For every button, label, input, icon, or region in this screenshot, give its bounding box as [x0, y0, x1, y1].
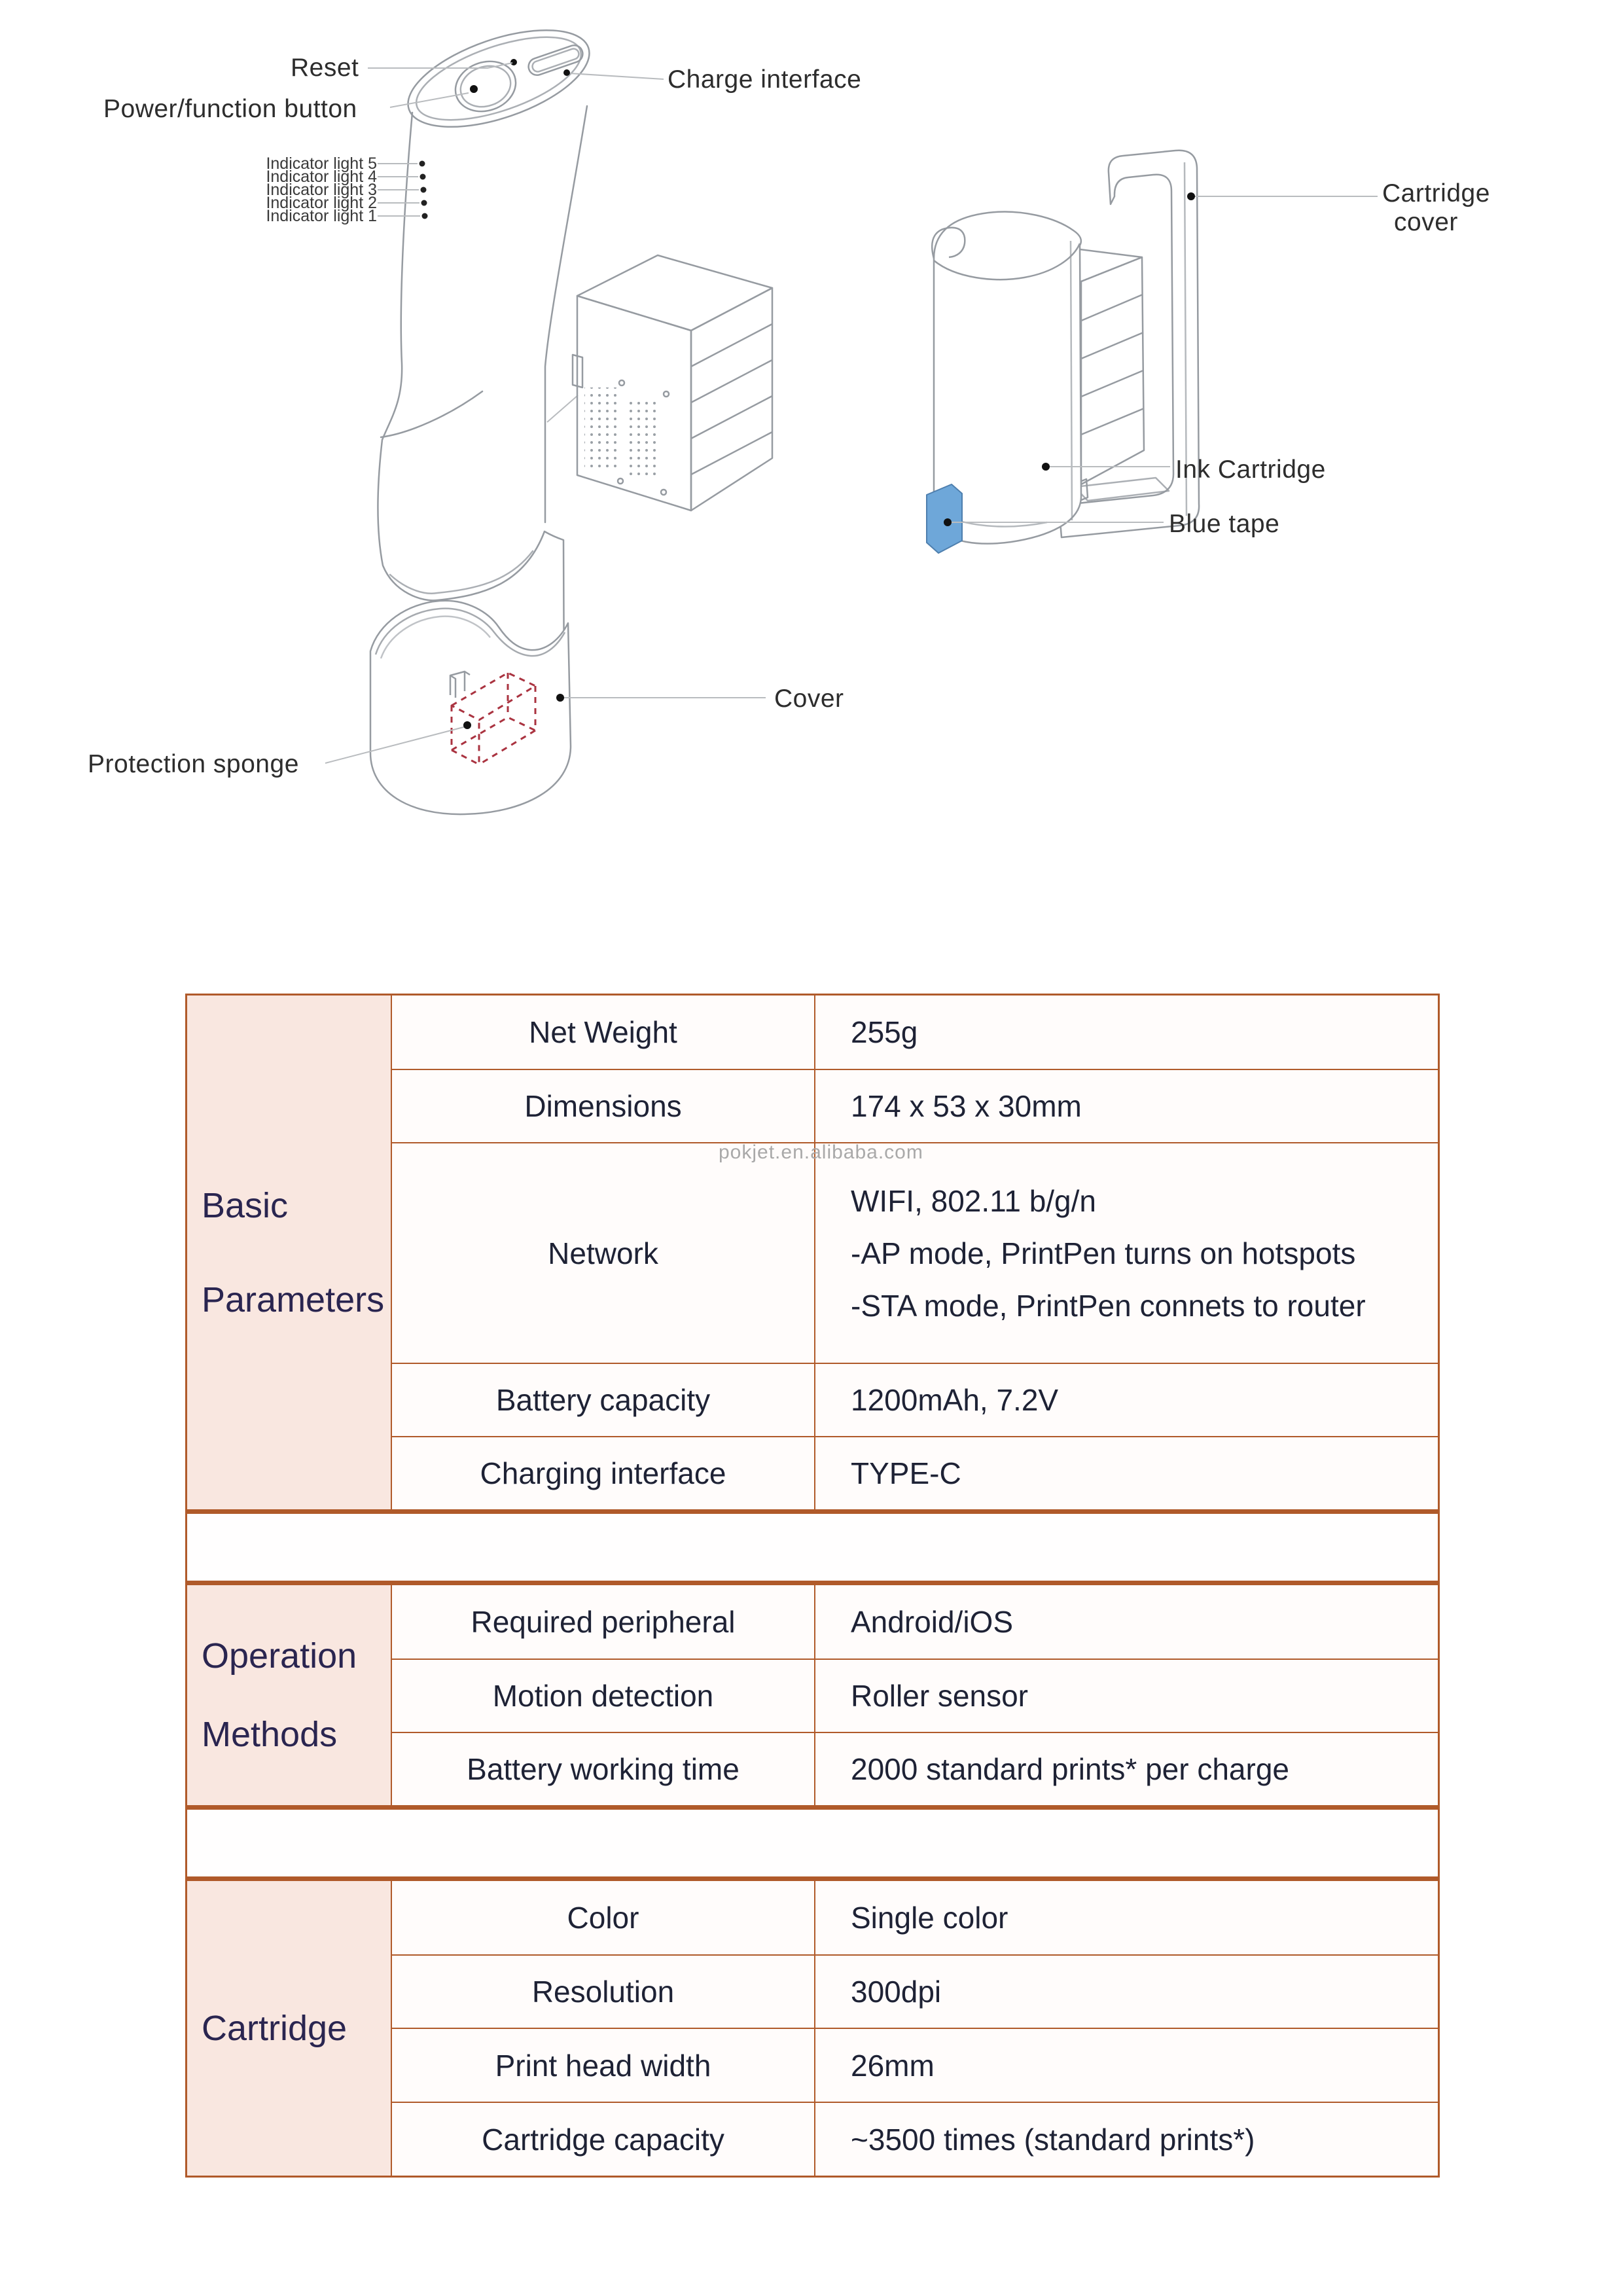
blue-tape-shape [927, 484, 962, 553]
spec-label-required-peripheral: Required peripheral [392, 1585, 815, 1659]
spec-value-text: Single color [851, 1901, 1008, 1935]
cartridge-box-illustration [547, 255, 772, 511]
label-indicator-light-3: Indicator light 3 [266, 181, 377, 199]
label-power-function-button: Power/function button [103, 95, 357, 123]
table-separator-row [185, 1511, 1440, 1583]
spec-section-operation-methods [185, 1583, 1440, 1807]
spec-value-battery-working-time [815, 1732, 1438, 1805]
spec-section-basic-parameters [185, 994, 1440, 1511]
charge-port-shape [526, 43, 585, 78]
label-indicator-light-4: Indicator light 4 [266, 168, 377, 186]
spec-value-battery-capacity [815, 1363, 1438, 1436]
section-title-line: Cartridge [202, 2009, 348, 2048]
label-charge-interface: Charge interface [668, 65, 862, 94]
spec-value-motion-detection [815, 1659, 1438, 1732]
exploded-diagram [0, 0, 1623, 956]
section-title-line: Parameters [202, 1280, 385, 1319]
label-indicator-light-5: Indicator light 5 [266, 154, 377, 173]
label-cartridge-cover-line2: cover [1394, 208, 1458, 236]
spec-value-text: 300dpi [851, 1975, 942, 2009]
spec-value-text: 255g [851, 1015, 918, 1049]
power-button-dot [470, 85, 478, 93]
spec-value-text: ~3500 times (standard prints*) [851, 2122, 1255, 2157]
section-title-basic-parameters [187, 996, 392, 1509]
spec-value-network [815, 1142, 1438, 1363]
spec-label-net-weight: Net Weight [392, 996, 815, 1069]
spec-label-color: Color [392, 1881, 815, 1954]
spec-value-charging-interface [815, 1436, 1438, 1509]
spec-value-text: 174 x 53 x 30mm [851, 1089, 1082, 1123]
spec-value-text: Android/iOS [851, 1605, 1014, 1639]
spec-value-required-peripheral [815, 1585, 1438, 1659]
spec-value-text: -STA mode, PrintPen connets to router [851, 1288, 1366, 1323]
table-separator-row [185, 1807, 1440, 1879]
watermark: pokjet.en.alibaba.com [719, 1141, 923, 1163]
section-title-line: Methods [202, 1715, 338, 1754]
spec-label-battery-working-time: Battery working time [392, 1732, 815, 1805]
spec-label-battery-capacity: Battery capacity [392, 1363, 815, 1436]
spec-label-motion-detection: Motion detection [392, 1659, 815, 1732]
cover-illustration [370, 601, 571, 814]
spec-value-text: -AP mode, PrintPen turns on hotspots [851, 1236, 1356, 1270]
ink-cartridge-assembly-illustration [927, 151, 1199, 553]
reset-pinhole [510, 59, 517, 65]
spec-value-text: WIFI, 802.11 b/g/n [851, 1183, 1097, 1218]
spec-section-cartridge [185, 1879, 1440, 2178]
indicator-led-dots [419, 161, 428, 219]
section-title-cartridge [187, 1881, 392, 2176]
spec-value-cartridge-capacity [815, 2102, 1438, 2176]
label-protection-sponge: Protection sponge [88, 750, 299, 778]
spec-value-resolution [815, 1954, 1438, 2028]
section-title-line: Operation [202, 1636, 357, 1676]
label-reset: Reset [291, 54, 359, 82]
spec-value-text: Roller sensor [851, 1679, 1028, 1713]
spec-label-cartridge-capacity: Cartridge capacity [392, 2102, 815, 2176]
spec-value-net-weight [815, 996, 1438, 1069]
spec-value-text: 2000 standard prints* per charge [851, 1752, 1289, 1786]
section-title-operation-methods [187, 1585, 392, 1805]
spec-label-print-head-width: Print head width [392, 2028, 815, 2102]
section-title-line: Basic [202, 1185, 289, 1225]
label-ink-cartridge: Ink Cartridge [1175, 456, 1326, 484]
label-indicator-light-2: Indicator light 2 [266, 194, 377, 212]
label-cartridge-cover [1382, 179, 1490, 237]
spec-value-text: TYPE-C [851, 1456, 961, 1490]
spec-value-color [815, 1881, 1438, 1954]
label-blue-tape: Blue tape [1169, 510, 1280, 538]
spec-value-text: 1200mAh, 7.2V [851, 1383, 1059, 1417]
spec-label-resolution: Resolution [392, 1954, 815, 2028]
spec-value-print-head-width [815, 2028, 1438, 2102]
spec-label-network: Network [392, 1142, 815, 1363]
label-cartridge-cover-line1: Cartridge [1382, 179, 1490, 207]
spec-label-dimensions: Dimensions [392, 1069, 815, 1142]
spec-value-dimensions [815, 1069, 1438, 1142]
label-indicator-light-1: Indicator light 1 [266, 207, 377, 225]
spec-label-charging-interface: Charging interface [392, 1436, 815, 1509]
label-cover: Cover [774, 685, 844, 713]
spec-value-text: 26mm [851, 2048, 935, 2083]
